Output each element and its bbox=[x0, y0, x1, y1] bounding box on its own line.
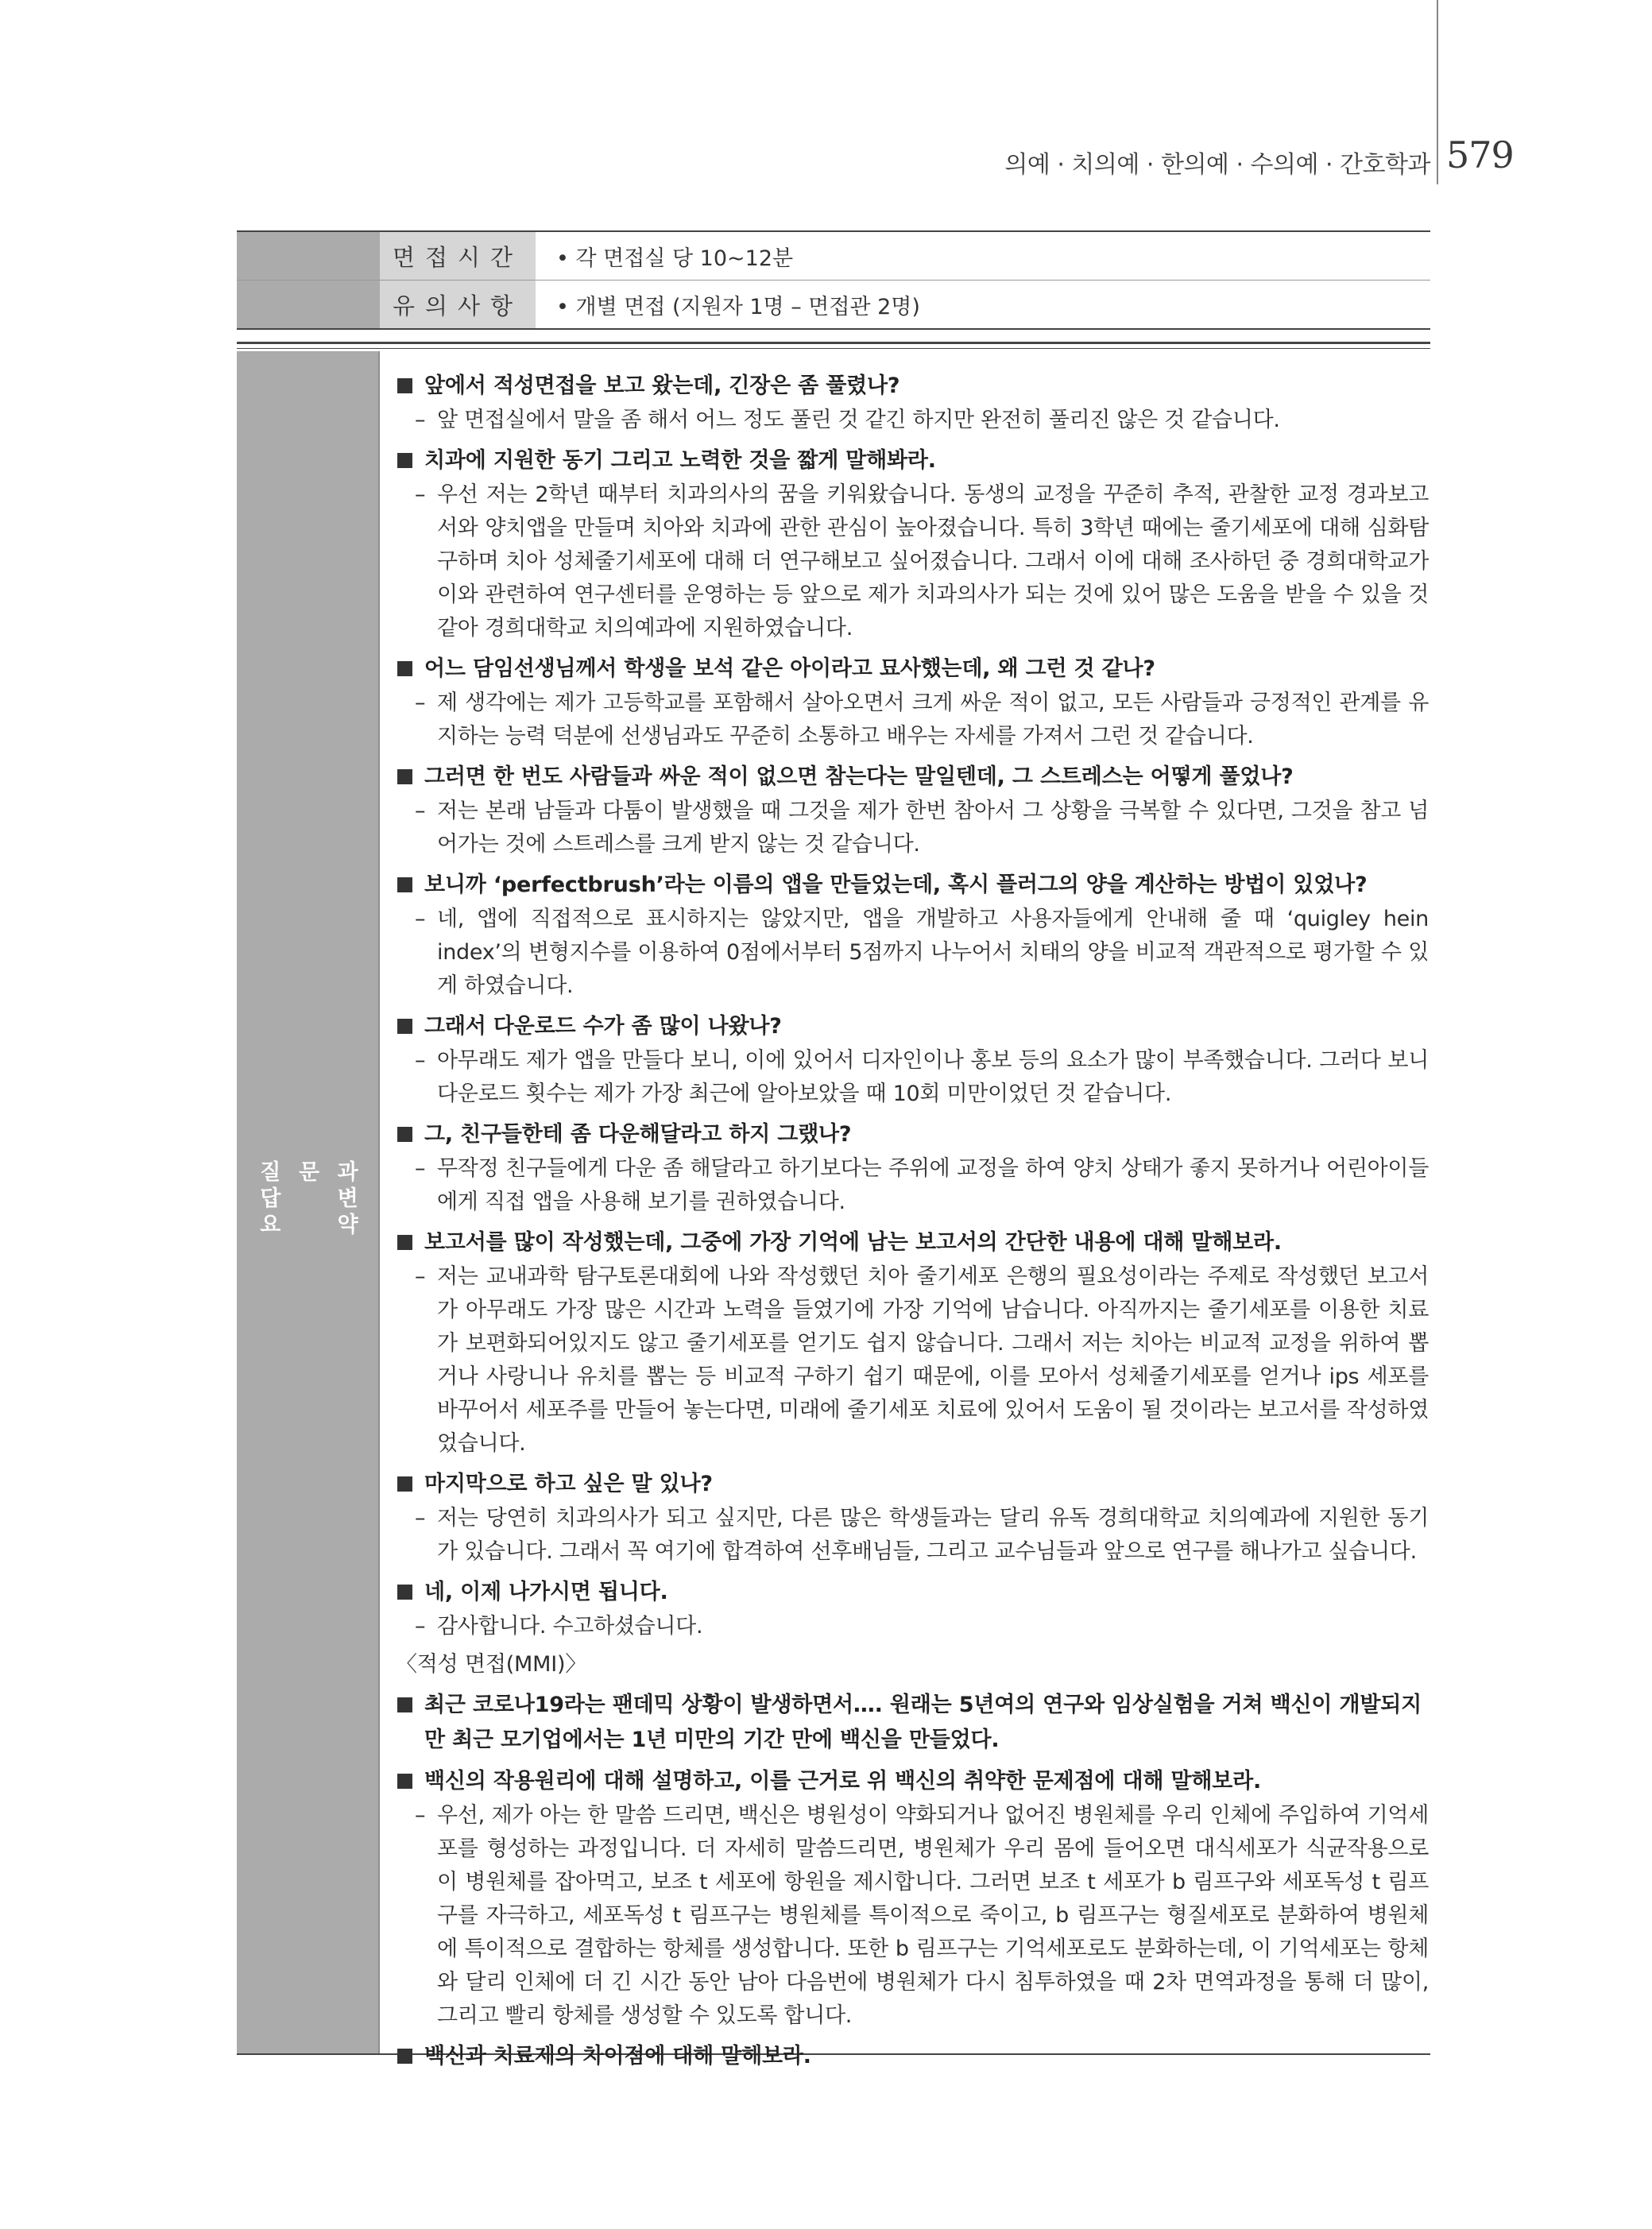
question: 백신과 치료제의 차이점에 대해 말해보라. bbox=[396, 2039, 1429, 2074]
question: 보니까 ‘perfectbrush’라는 이름의 앱을 만들었는데, 혹시 플러그의 양을 계산하는 방법이 있었나? bbox=[396, 868, 1429, 903]
answer: – 저는 본래 남들과 다툼이 발생했을 때 그것을 제가 한번 참아서 그 상황을 극복할 수 있다면, 그것을 참고 넘어가는 것에 스트레스를 크게 받지 않는 것 같습니다. bbox=[396, 795, 1429, 861]
info-row-notes bbox=[237, 281, 1430, 328]
question: 최근 코로나19라는 팬데믹 상황이 발생하면서…. 원래는 5년여의 연구와 임상실험을 거쳐 백신이 개발되지만 최근 모기업에서는 1년 미만의 기간 만에 백신을 만들었다. bbox=[396, 1688, 1429, 1758]
section-divider bbox=[237, 342, 1430, 349]
side-label-char: 약 bbox=[337, 1213, 358, 1237]
answer: – 저는 당연히 치과의사가 되고 싶지만, 다른 많은 학생들과는 달리 유독 경희대학교 치의예과에 지원한 동기가 있습니다. 그래서 꼭 여기에 합격하여 선후배님들, 그리고 교수님들과 앞으로 연구를 해나가고 싶습니다. bbox=[396, 1502, 1429, 1569]
question: 어느 담임선생님께서 학생을 보석 같은 아이라고 묘사했는데, 왜 그런 것 같나? bbox=[396, 652, 1429, 687]
side-label-char bbox=[290, 1213, 329, 1238]
side-label-char: 문 bbox=[298, 1160, 320, 1185]
side-label-char: 과 bbox=[337, 1160, 358, 1185]
info-value-notes: • 개별 면접 (지원자 1명 – 면접관 2명) bbox=[556, 294, 920, 319]
side-label-char: 질 bbox=[260, 1160, 281, 1185]
info-label-notes: 유의사항 bbox=[380, 281, 537, 328]
qa-section bbox=[237, 351, 1430, 2068]
question: 앞에서 적성면접을 보고 왔는데, 긴장은 좀 풀렸나? bbox=[396, 369, 1429, 404]
answer: – 무작정 친구들에게 다운 좀 해달라고 하기보다는 주위에 교정을 하여 양치 상태가 좋지 못하거나 어린아이들에게 직접 앱을 사용해 보기를 권하였습니다. bbox=[396, 1152, 1429, 1219]
qa-side-panel bbox=[237, 351, 380, 2053]
question: 마지막으로 하고 싶은 말 있나? bbox=[396, 1467, 1429, 1502]
question: 네, 이제 나가시면 됩니다. bbox=[396, 1575, 1429, 1610]
question: 그래서 다운로드 수가 좀 많이 나왔나? bbox=[396, 1009, 1429, 1044]
info-row-time bbox=[237, 232, 1430, 281]
answer: – 우선, 제가 아는 한 말씀 드리면, 백신은 병원성이 약화되거나 없어진 병원체를 우리 인체에 주입하여 기억세포를 형성하는 과정입니다. 더 자세히 말씀드리면, 병원체가 우리 몸에 들어오면 대식세포가 식균작용으로 이 병원체를 잡아먹고, 보조 t 세포에 항원을 제시합니다. 그러면 보조 t 세포가 b 림프구와 세포독성 t 림프구를 자극하고, 세포독성 t 림프구는 병원체를 특이적으로 죽이고, b 림프구는 형질세포로 분화하여 병원체에 특이적으로 결합하는 항체를 생성합니다. 또한 b 림프구는 기억세포로도 분화하는데, 이 기억세포는 항체와 달리 인체에 더 긴 시간 동안 남아 다음번에 병원체가 다시 침투하였을 때 2차 면역과정을 통해 더 많이, 그리고 빨리 항체를 생성할 수 있도록 합니다. bbox=[396, 1799, 1429, 2033]
side-label-char: 요 bbox=[260, 1213, 281, 1237]
question: 그러면 한 번도 사람들과 싸운 적이 없으면 참는다는 말일텐데, 그 스트레스는 어떻게 풀었나? bbox=[396, 760, 1429, 795]
question: 그, 친구들한테 좀 다운해달라고 하지 그랬나? bbox=[396, 1117, 1429, 1152]
info-label-time: 면접시간 bbox=[380, 232, 537, 280]
info-side-cell bbox=[237, 232, 380, 280]
answer: – 저는 교내과학 탐구토론대회에 나와 작성했던 치아 줄기세포 은행의 필요성이라는 주제로 작성했던 보고서가 아무래도 가장 많은 시간과 노력을 들였기에 가장 기억에 남습니다. 아직까지는 줄기세포를 이용한 치료가 보편화되어있지도 않고 줄기세포를 얻기도 쉽지 않습니다. 그래서 저는 치아는 비교적 교정을 위하여 뽑거나 사랑니나 유치를 뽑는 등 비교적 구하기 쉽기 때문에, 이를 모아서 성체줄기세포를 얻거나 ips 세포를 바꾸어서 세포주를 만들어 놓는다면, 미래에 줄기세포 치료에 있어서 도움이 될 것이라는 보고서를 작성하였었습니다. bbox=[396, 1260, 1429, 1461]
qa-content bbox=[396, 362, 1429, 2074]
mmi-section-title: 〈적성 면접(MMI)〉 bbox=[396, 1652, 587, 1677]
answer: – 네, 앱에 직접적으로 표시하지는 않았지만, 앱을 개발하고 사용자들에게 안내해 줄 때 ‘quigley hein index’의 변형지수를 이용하여 0점에서부터 5점까지 나누어서 치태의 양을 비교적 객관적으로 평가할 수 있게 하였습니다. bbox=[396, 903, 1429, 1003]
question: 보고서를 많이 작성했는데, 그중에 가장 기억에 남는 보고서의 간단한 내용에 대해 말해보라. bbox=[396, 1225, 1429, 1260]
answer: – 제 생각에는 제가 고등학교를 포함해서 살아오면서 크게 싸운 적이 없고, 모든 사람들과 긍정적인 관계를 유지하는 능력 덕분에 선생님과도 꾸준히 소통하고 배우는 자세를 가져서 그런 것 같습니다. bbox=[396, 687, 1429, 753]
side-label-char: 답 bbox=[260, 1186, 281, 1211]
answer: – 우선 저는 2학년 때부터 치과의사의 꿈을 키워왔습니다. 동생의 교정을 꾸준히 추적, 관찰한 교정 경과보고서와 양치앱을 만들며 치아와 치과에 관한 관심이 높아졌습니다. 특히 3학년 때에는 줄기세포에 대해 심화탐구하며 치아 성체줄기세포에 대해 더 연구해보고 싶어졌습니다. 그래서 이에 대해 조사하던 중 경희대학교가 이와 관련하여 연구센터를 운영하는 등 앞으로 제가 치과의사가 되는 것에 있어 많은 도움을 받을 수 있을 것 같아 경희대학교 치의예과에 지원하였습니다. bbox=[396, 478, 1429, 645]
side-label-char bbox=[290, 1186, 329, 1212]
answer: – 아무래도 제가 앱을 만들다 보니, 이에 있어서 디자인이나 홍보 등의 요소가 많이 부족했습니다. 그러다 보니 다운로드 횟수는 제가 가장 최근에 알아보았을 때 10회 미만이었던 것 같습니다. bbox=[396, 1044, 1429, 1111]
running-head: 의예 · 치의예 · 한의예 · 수의예 · 간호학과 bbox=[1004, 151, 1430, 179]
header-vertical-rule bbox=[1437, 0, 1438, 184]
answer: – 앞 면접실에서 말을 좀 해서 어느 정도 풀린 것 같긴 하지만 완전히 풀리진 않은 것 같습니다. bbox=[396, 404, 1429, 437]
side-label-char: 변 bbox=[337, 1186, 358, 1211]
question: 백신의 작용원리에 대해 설명하고, 이를 근거로 위 백신의 취약한 문제점에 대해 말해보라. bbox=[396, 1764, 1429, 1799]
page-number: 579 bbox=[1446, 134, 1514, 176]
info-side-cell bbox=[237, 281, 380, 328]
side-label-qa-summary bbox=[251, 1160, 367, 1238]
question: 치과에 지원한 동기 그리고 노력한 것을 짧게 말해봐라. bbox=[396, 443, 1429, 478]
interview-info-table bbox=[237, 230, 1430, 330]
info-value-time: • 각 면접실 당 10~12분 bbox=[556, 246, 794, 271]
answer: – 감사합니다. 수고하셨습니다. bbox=[396, 1610, 1429, 1643]
